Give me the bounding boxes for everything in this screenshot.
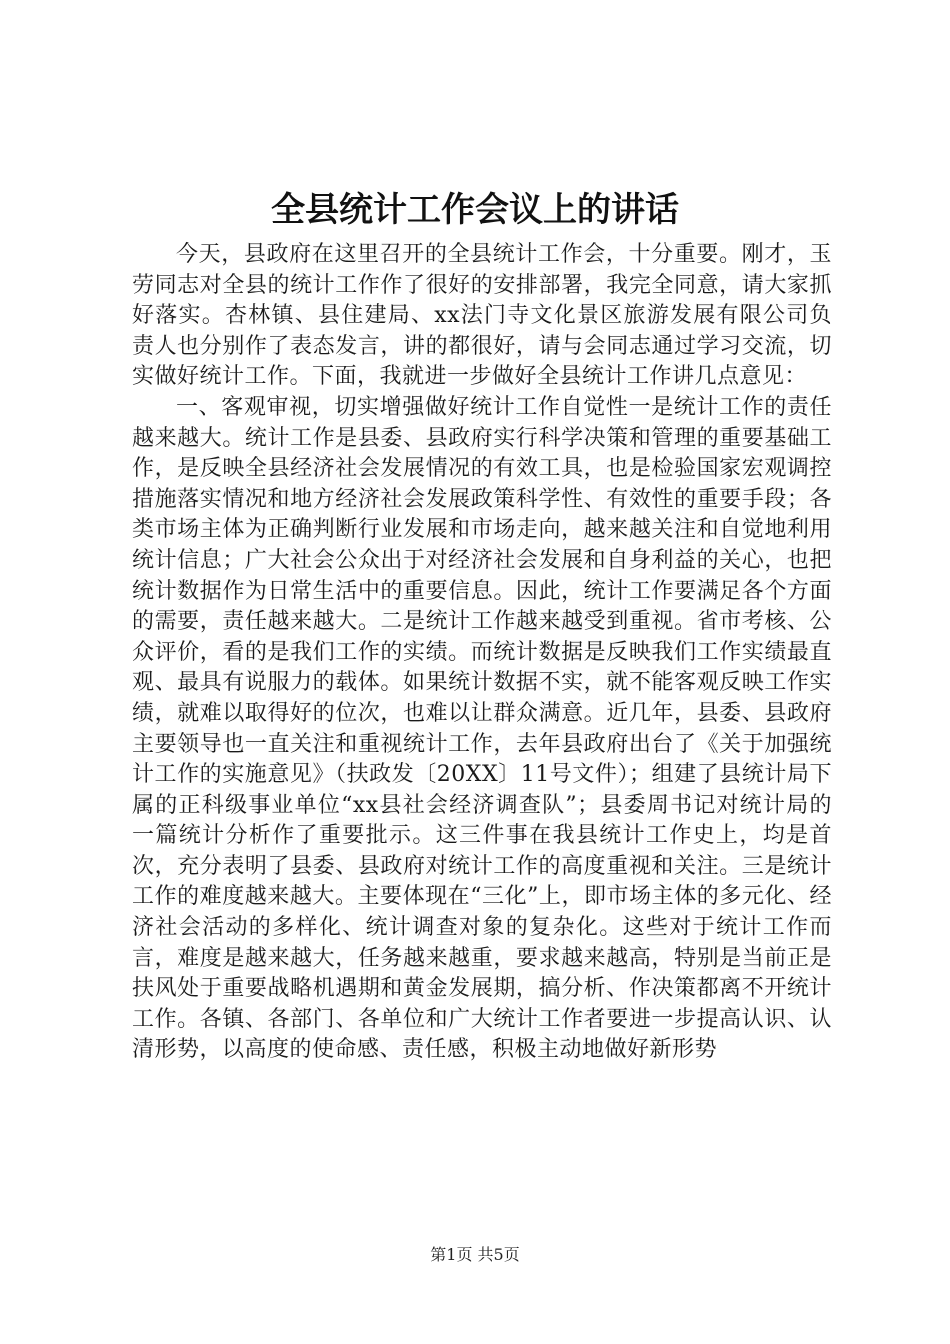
page-footer: 第1页 共5页 [430,1245,520,1264]
document-body [132,240,832,1066]
paragraph-section-one: 一、客观审视，切实增强做好统计工作自觉性一是统计工作的责任越来越大。统计工作是县委、县政府实行科学决策和管理的重要基础工作，是反映全县经济社会发展情况的有效工具，也是检验国家宏观调控措施落实情况和地方经济社会发展政策科学性、有效性的重要手段；各类市场主体为正确判断行业发展和市场走向，越来越关注和自觉地利用统计信息；广大社会公众出于对经济社会发展和自身利益的关心，也把统计数据作为日常生活中的重要信息。因此，统计工作要满足各个方面的需要，责任越来越大。二是统计工作越来越受到重视。省市考核、公众评价，看的是我们工作的实绩。而统计数据是反映我们工作实绩最直观、最具有说服力的载体。如果统计数据不实，就不能客观反映工作实绩，就难以取得好的位次，也难以让群众满意。近几年，县委、县政府主要领导也一直关注和重视统计工作，去年县政府出台了《关于加强统计工作的实施意见》（扶政发〔20XX〕11号文件）；组建了县统计局下属的正科级事业单位“xx县社会经济调查队”；县委周书记对统计局的一篇统计分析作了重要批示。这三件事在我县统计工作史上，均是首次，充分表明了县委、县政府对统计工作的高度重视和关注。三是统计工作的难度越来越大。主要体现在“三化”上，即市场主体的多元化、经济社会活动的多样化、统计调查对象的复杂化。这些对于统计工作而言，难度是越来越大，任务越来越重，要求越来越高，特别是当前正是扶风处于重要战略机遇期和黄金发展期，搞分析、作决策都离不开统计工作。各镇、各部门、各单位和广大统计工作者要进一步提高认识、认清形势，以高度的使命感、责任感，积极主动地做好新形势 [132,394,832,1063]
document-title: 全县统计工作会议上的讲话 [271,190,679,230]
paragraph-intro: 今天，县政府在这里召开的全县统计工作会，十分重要。刚才，玉劳同志对全县的统计工作作了很好的安排部署，我完全同意，请大家抓好落实。杏林镇、县住建局、xx法门寺文化景区旅游发展有限公司负责人也分别作了表态发言，讲的都很好，请与会同志通过学习交流，切实做好统计工作。下面，我就进一步做好全县统计工作讲几点意见： [132,242,832,390]
